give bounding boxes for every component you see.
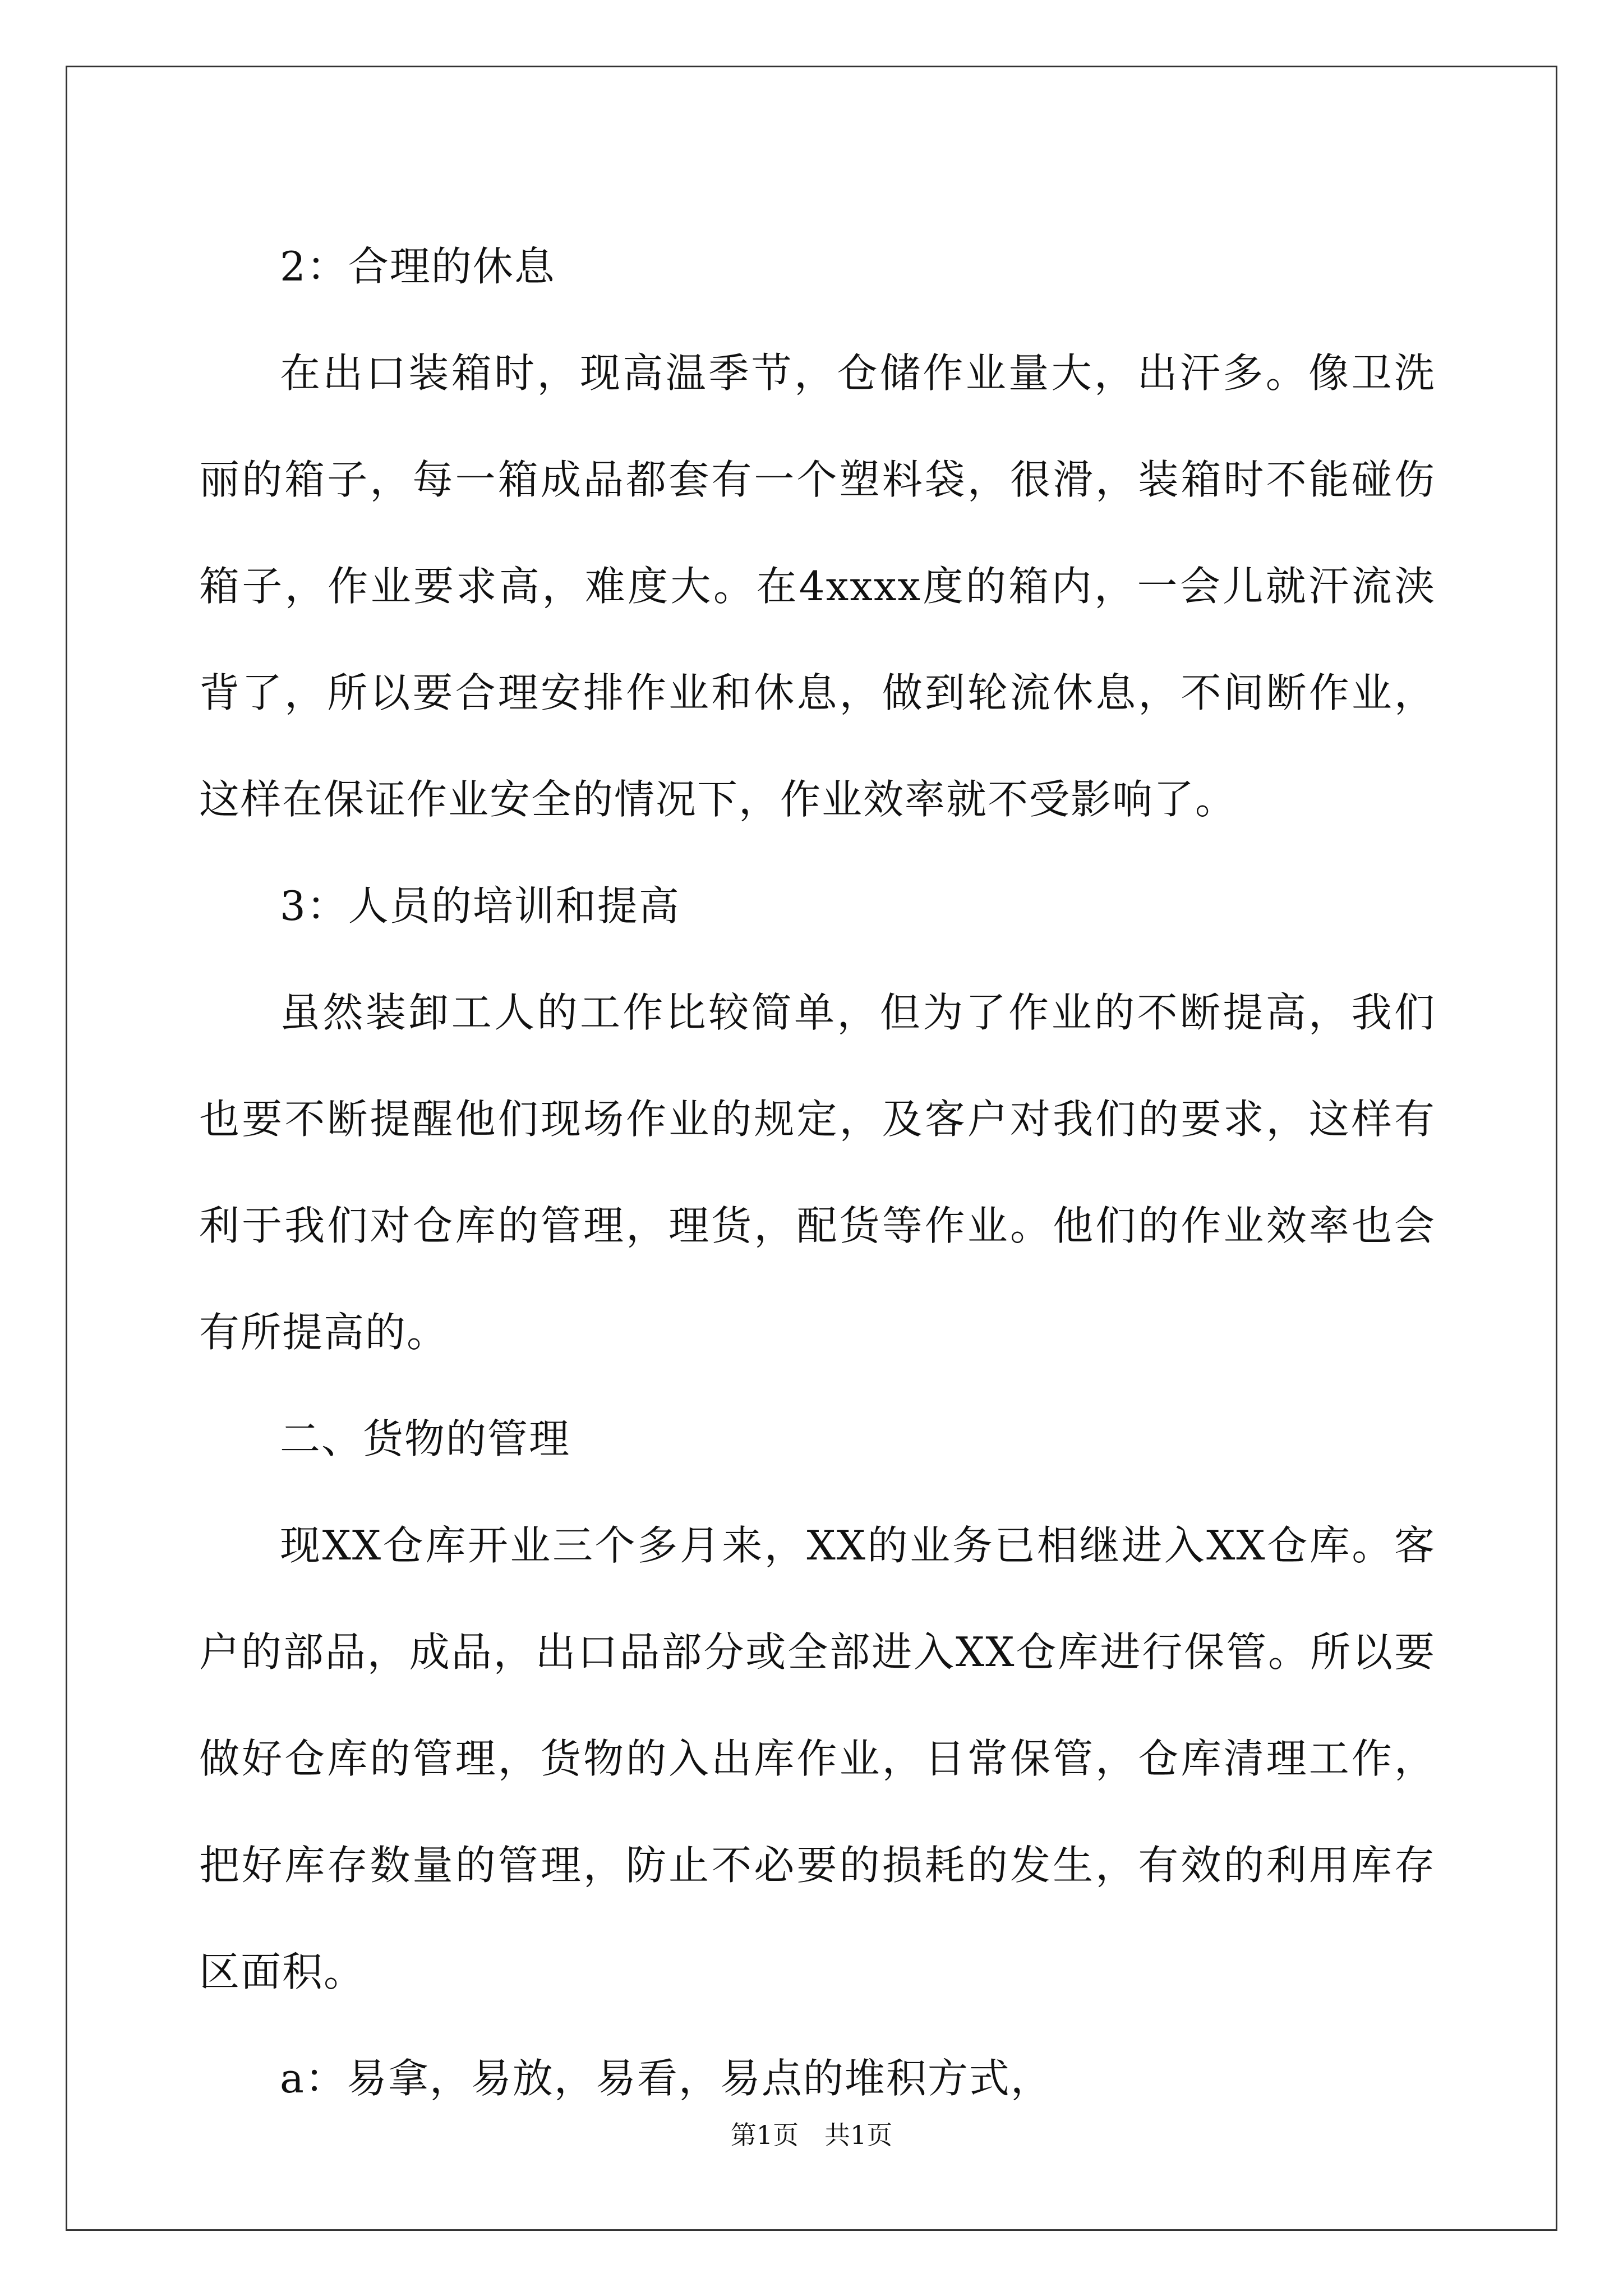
paragraph-rest: 在出口装箱时，现高温季节，仓储作业量大，出汗多。像卫洗丽的箱子，每一箱成品都套有一个塑料袋，很滑，装箱时不能碰伤箱子，作业要求高，难度大。在4xxxx度的箱内，一会儿就汗流浃背了，所以要合理安排作业和休息，做到轮流休息，不间断作业，这样在保证作业安全的情况下，作业效率就不受影响了。 <box>199 349 1436 823</box>
list-item-a: a：易拿，易放，易看，易点的堆积方式， <box>280 2055 1052 2102</box>
section-heading-training: 3：人员的培训和提高 <box>280 882 680 930</box>
section-heading-goods: 二、货物的管理 <box>280 1415 571 1462</box>
document-body <box>199 213 1436 2132</box>
paragraph-goods: 现XX仓库开业三个多月来，XX的业务已相继进入XX仓库。客户的部品，成品，出口品部分或全部进入XX仓库进行保管。所以要做好仓库的管理，货物的入出库作业，日常保管，仓库清理工作，把好库存数量的管理，防止不必要的损耗的发生，有效的利用库存区面积。 <box>199 1522 1436 1995</box>
paragraph-training: 虽然装卸工人的工作比较简单，但为了作业的不断提高，我们也要不断提醒他们现场作业的规定，及客户对我们的要求，这样有利于我们对仓库的管理，理货，配货等作业。他们的作业效率也会有所提高的。 <box>199 989 1436 1356</box>
section-heading-rest: 2：合理的休息 <box>280 243 556 290</box>
page-footer: 第1页 共1页 <box>730 2120 893 2150</box>
